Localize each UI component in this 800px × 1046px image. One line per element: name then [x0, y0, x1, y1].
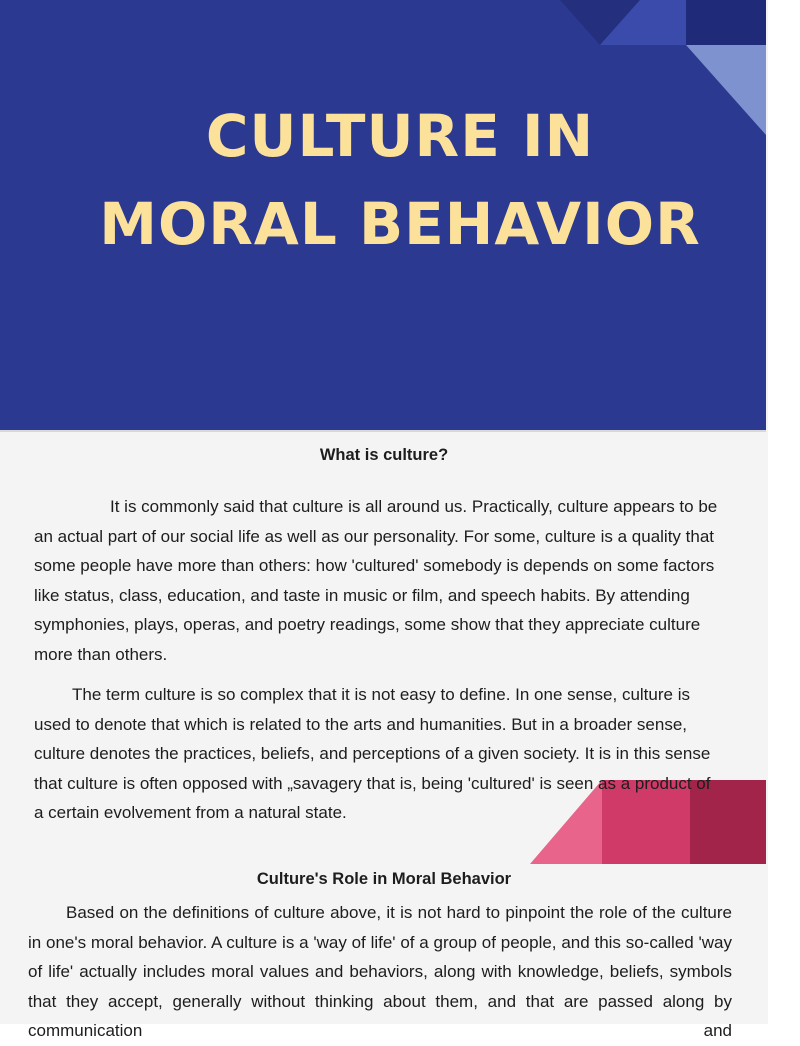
slide-title: [0, 92, 800, 268]
paragraph: Based on the definitions of culture above, it is not hard to pinpoint the role of the culture in one's moral behavior. A culture is a 'way of life' of a group of people, and this so-called 'way of life' actually includes moral values and behaviors, along with knowledge, beliefs, symbols that they accept, generally without thinking about them, and that are passed along by communication and: [28, 903, 732, 1040]
section-heading-role: Culture's Role in Moral Behavior: [256, 870, 512, 888]
document-body: [0, 432, 768, 1040]
section-heading-what-is-culture: What is culture?: [319, 446, 449, 464]
title-line-1: CULTURE IN: [205, 102, 595, 170]
paragraph: The term culture is so complex that it is not easy to define. In one sense, culture is used to denote that which is related to the arts and humanities. But in a broader sense, culture denotes the practices, beliefs, and perceptions of a given society. It is in this sense that culture is often opposed with „savagery that is, being 'cultured' is seen as a product of a certain evolvement from a natural state.: [34, 685, 711, 822]
deco-square-dark: [686, 0, 766, 45]
title-slide: [0, 0, 766, 432]
title-line-2: MORAL BEHAVIOR: [99, 190, 701, 258]
paragraph: It is commonly said that culture is all around us. Practically, culture appears to be an actual part of our social life as well as our personality. For some, culture is a quality that some people have more than others: how 'cultured' somebody is depends on some factors like status, class, education, and taste in music or film, and speech habits. By attending symphonies, plays, operas, and poetry readings, some show that they appreciate culture more than others.: [34, 497, 718, 664]
